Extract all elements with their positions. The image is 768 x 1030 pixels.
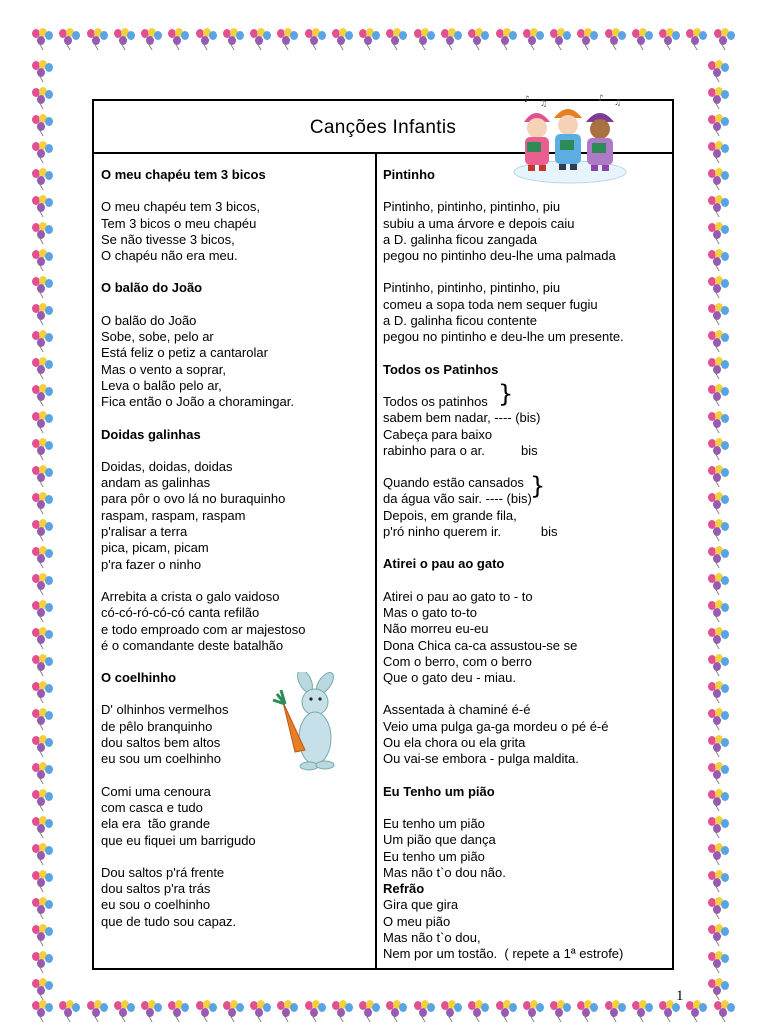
balloon-icon [30,195,56,217]
balloon-border-top [30,28,738,58]
balloon-icon [275,28,301,50]
balloon-icon [30,303,56,325]
balloon-icon [30,789,56,811]
balloon-icon [603,28,629,50]
balloon-icon [30,951,56,973]
balloon-icon [30,654,56,676]
balloon-icon [684,28,710,50]
lyric-line: p'ra fazer o ninho [101,556,202,572]
lyric-line: Com o berro, com o berro [383,653,532,669]
lyric-line: com casca e tudo [101,799,203,815]
song-title: Pintinho [383,167,435,182]
balloon-icon [706,870,732,892]
stanza [383,472,671,540]
balloon-icon [30,762,56,784]
song-title: Eu Tenho um pião [383,783,495,799]
balloon-icon [30,60,56,82]
lyric-line: Eu tenho um pião [383,848,485,864]
song-block [101,167,369,264]
balloon-icon [706,114,732,136]
song-title: Todos os Patinhos [383,361,499,377]
balloon-icon [706,600,732,622]
lyric-line: Não morreu eu-eu [383,621,489,637]
balloon-border-left [30,60,60,1000]
balloon-icon [221,28,247,50]
column-divider [375,152,377,970]
lyric-line: Ou vai-se embora - pulga maldita. [383,751,579,767]
balloon-icon [30,222,56,244]
lyric-line: Sobe, sobe, pelo ar [101,329,214,345]
balloon-icon [548,1000,574,1022]
balloon-icon [684,1000,710,1022]
balloon-icon [30,897,56,919]
balloon-icon [357,1000,383,1022]
balloon-icon [30,519,56,541]
balloon-icon [357,28,383,50]
song-title: O coelhinho [101,670,177,686]
lyric-line: que de tudo sou capaz. [101,913,237,929]
balloon-icon [30,735,56,757]
balloon-icon [384,28,410,50]
balloon-icon [706,762,732,784]
balloon-icon [30,870,56,892]
balloon-icon [112,28,138,50]
balloon-icon [521,1000,547,1022]
lyric-line: Veio uma pulga ga-ga mordeu o pé é-é [383,718,609,734]
song-table [92,99,674,970]
balloon-icon [466,1000,492,1022]
lyric-line: Mas o gato to-to [383,604,477,620]
balloon-icon [30,114,56,136]
lyric-line: Todos os patinhos [383,393,488,409]
lyric-line: O balão do João [101,312,197,328]
balloon-icon [706,897,732,919]
balloon-icon [275,1000,301,1022]
lyric-line: rabinho para o ar. bis [383,442,538,458]
lyric-line: Dona Chica ca-ca assustou-se se [383,637,578,653]
balloon-icon [248,28,274,50]
lyric-line: a D. galinha ficou zangada [383,231,537,247]
balloon-icon [57,1000,83,1022]
lyric-line: D' olhinhos vermelhos [101,702,229,718]
song-block [101,280,369,410]
lyric-line: Mas o vento a soprar, [101,361,227,377]
svg-text:♪: ♪ [598,94,604,104]
balloon-icon [706,519,732,541]
balloon-icon [30,141,56,163]
lyric-line: que eu fiquei um barrigudo [101,832,256,848]
lyric-line: Arrebita a crista o galo vaidoso [101,588,280,604]
balloon-icon [706,60,732,82]
balloon-icon [706,330,732,352]
balloon-icon [30,843,56,865]
carolers-illustration [510,92,630,184]
balloon-icon [575,1000,601,1022]
balloon-icon [85,1000,111,1022]
lyric-line: Quando estão cansados [383,475,524,491]
lyric-line: Assentada à chaminé é-é [383,702,531,718]
song-block [383,362,671,541]
balloon-icon [706,708,732,730]
balloon-icon [706,789,732,811]
balloon-icon [30,546,56,568]
song-title: O meu chapéu tem 3 bicos [101,167,266,182]
balloon-icon [30,384,56,406]
balloon-icon [630,28,656,50]
refrain-line: Mas não t`o dou, [383,929,481,945]
balloon-icon [30,28,56,50]
lyric-line: Ou ela chora ou ela grita [383,735,526,751]
stanza [383,816,671,881]
lyric-line: Cabeça para baixo [383,426,493,442]
balloon-icon [706,492,732,514]
balloon-icon [706,465,732,487]
balloon-icon [30,87,56,109]
balloon-icon [57,28,83,50]
balloon-icon [166,28,192,50]
balloon-icon [303,28,329,50]
balloon-icon [706,87,732,109]
balloon-icon [330,28,356,50]
balloon-icon [706,276,732,298]
lyric-line: Comi uma cenoura [101,783,211,799]
lyric-line: raspam, raspam, raspam [101,507,246,523]
lyric-line: é o comandante deste batalhão [101,637,284,653]
lyric-line: dou saltos bem altos [101,735,221,751]
balloon-icon [30,573,56,595]
balloon-icon [30,708,56,730]
refrain-label: Refrão [383,881,425,897]
lyric-line: pegou no pintinho e deu-lhe um presente. [383,329,624,345]
balloon-icon [494,28,520,50]
stanza [383,589,671,687]
balloon-icon [706,384,732,406]
lyric-line: Se não tivesse 3 bicos, [101,231,235,247]
lyric-line: có-có-ró-có-có canta refilão [101,605,260,621]
lyric-line: Depois, em grande fila, [383,507,517,523]
balloon-icon [30,249,56,271]
lyric-line: eu sou o coelhinho [101,897,211,913]
lyric-line: andam as galinhas [101,475,211,491]
balloon-icon [194,28,220,50]
lyric-line: sabem bem nadar, ---- (bis) [383,410,541,426]
refrain-line: O meu pião [383,913,451,929]
right-column [383,167,671,977]
lyric-line: a D. galinha ficou contente [383,313,537,329]
stanza [383,199,671,264]
balloon-icon [706,843,732,865]
balloon-icon [706,222,732,244]
balloon-icon [706,627,732,649]
balloon-icon [575,28,601,50]
svg-text:♪: ♪ [524,95,530,105]
balloon-icon [706,168,732,190]
lyric-line: eu sou um coelhinho [101,751,221,767]
balloon-icon [30,330,56,352]
balloon-icon [706,978,732,1000]
balloon-icon [221,1000,247,1022]
stanza [101,459,369,573]
balloon-icon [248,1000,274,1022]
song-title: Doidas galinhas [101,426,201,442]
balloon-icon [30,681,56,703]
lyric-line: dou saltos p'ra trás [101,881,211,897]
lyric-line: Mas não t`o dou não. [383,864,506,880]
lyric-line: pica, picam, picam [101,540,209,556]
song-block [383,784,671,963]
balloon-icon [30,924,56,946]
balloon-icon [194,1000,220,1022]
page-number: 1 [676,988,684,1004]
lyric-line: pegou no pintinho deu-lhe uma palmada [383,248,616,264]
balloon-icon [706,951,732,973]
lyric-line: e todo emproado com ar majestoso [101,621,306,637]
song-block [101,427,369,655]
stanza [101,589,369,654]
balloon-icon [139,1000,165,1022]
balloon-icon [30,627,56,649]
balloon-icon [30,465,56,487]
balloon-icon [30,600,56,622]
lyric-line: O chapéu não era meu. [101,248,238,264]
balloon-icon [706,438,732,460]
balloon-icon [166,1000,192,1022]
lyric-line: Doidas, doidas, doidas [101,458,233,474]
balloon-icon [439,28,465,50]
stanza [383,280,671,345]
left-column [101,167,369,946]
svg-text:♫: ♫ [540,99,548,108]
balloon-icon [30,492,56,514]
lyric-line: da água vão sair. ---- (bis) [383,491,532,507]
balloon-border-bottom [30,1000,738,1030]
lyric-line: Leva o balão pelo ar, [101,377,222,393]
brace-icon: } [530,472,546,500]
balloon-icon [603,1000,629,1022]
balloon-icon [630,1000,656,1022]
balloon-icon [494,1000,520,1022]
balloon-icon [412,1000,438,1022]
svg-text:♫: ♫ [614,98,622,107]
balloon-icon [85,28,111,50]
lyric-line: Que o gato deu - miau. [383,670,516,686]
balloon-icon [30,438,56,460]
lyric-line: p'ró ninho querem ir. bis [383,524,558,540]
lyric-line: ela era tão grande [101,816,211,832]
balloon-icon [706,411,732,433]
song-block [383,556,671,767]
stanza [101,313,369,411]
balloon-icon [30,978,56,1000]
balloon-icon [706,681,732,703]
page-title: Canções Infantis [309,117,457,138]
balloon-icon [384,1000,410,1022]
song-block [383,167,671,346]
balloon-icon [706,357,732,379]
bunny-illustration [265,672,345,772]
lyric-line: de pêlo branquinho [101,718,213,734]
lyric-line: Está feliz o petiz a cantarolar [101,345,268,361]
lyric-line: Pintinho, pintinho, pintinho, piu [383,280,561,296]
refrain-line: Gira que gira [383,897,459,913]
balloon-icon [706,546,732,568]
balloon-icon [330,1000,356,1022]
balloon-icon [30,411,56,433]
balloon-icon [139,28,165,50]
balloon-icon [706,924,732,946]
lyric-line: p'ralisar a terra [101,524,188,540]
balloon-icon [30,357,56,379]
balloon-icon [412,28,438,50]
balloon-icon [706,249,732,271]
stanza [383,394,671,459]
lyric-line: Atirei o pau ao gato to - to [383,588,533,604]
lyric-line: comeu a sopa toda nem sequer fugiu [383,296,598,312]
stanza [383,702,671,767]
balloon-icon [303,1000,329,1022]
balloon-icon [548,28,574,50]
lyric-line: Eu tenho um pião [383,815,485,831]
balloon-icon [30,816,56,838]
balloon-icon [712,28,738,50]
balloon-icon [112,1000,138,1022]
balloon-icon [521,28,547,50]
refrain-line: Nem por um tostão. ( repete a 1ª estrofe) [383,946,624,962]
stanza [101,865,369,930]
balloon-icon [706,654,732,676]
lyric-line: O meu chapéu tem 3 bicos, [101,199,260,215]
balloon-icon [706,816,732,838]
balloon-icon [466,28,492,50]
lyric-line: Um pião que dança [383,832,496,848]
lyric-line: Fica então o João a choramingar. [101,394,294,410]
lyric-line: para pôr o ovo lá no buraquinho [101,491,286,507]
balloon-icon [712,1000,738,1022]
song-title: O balão do João [101,280,203,296]
lyric-line: Pintinho, pintinho, pintinho, piu [383,199,561,215]
balloon-border-right [706,60,736,1000]
balloon-icon [706,735,732,757]
balloon-icon [30,168,56,190]
balloon-icon [657,28,683,50]
balloon-icon [30,276,56,298]
lyric-line: subiu a uma árvore e depois caiu [383,215,575,231]
lyric-line: Dou saltos p'rá frente [101,864,225,880]
song-title: Atirei o pau ao gato [383,556,505,572]
balloon-icon [30,1000,56,1022]
balloon-icon [706,303,732,325]
balloon-icon [439,1000,465,1022]
balloon-icon [706,195,732,217]
balloon-icon [706,573,732,595]
stanza [101,199,369,264]
stanza [101,784,369,849]
balloon-icon [706,141,732,163]
lyric-line: Tem 3 bicos o meu chapéu [101,215,257,231]
brace-icon: } [498,380,514,408]
